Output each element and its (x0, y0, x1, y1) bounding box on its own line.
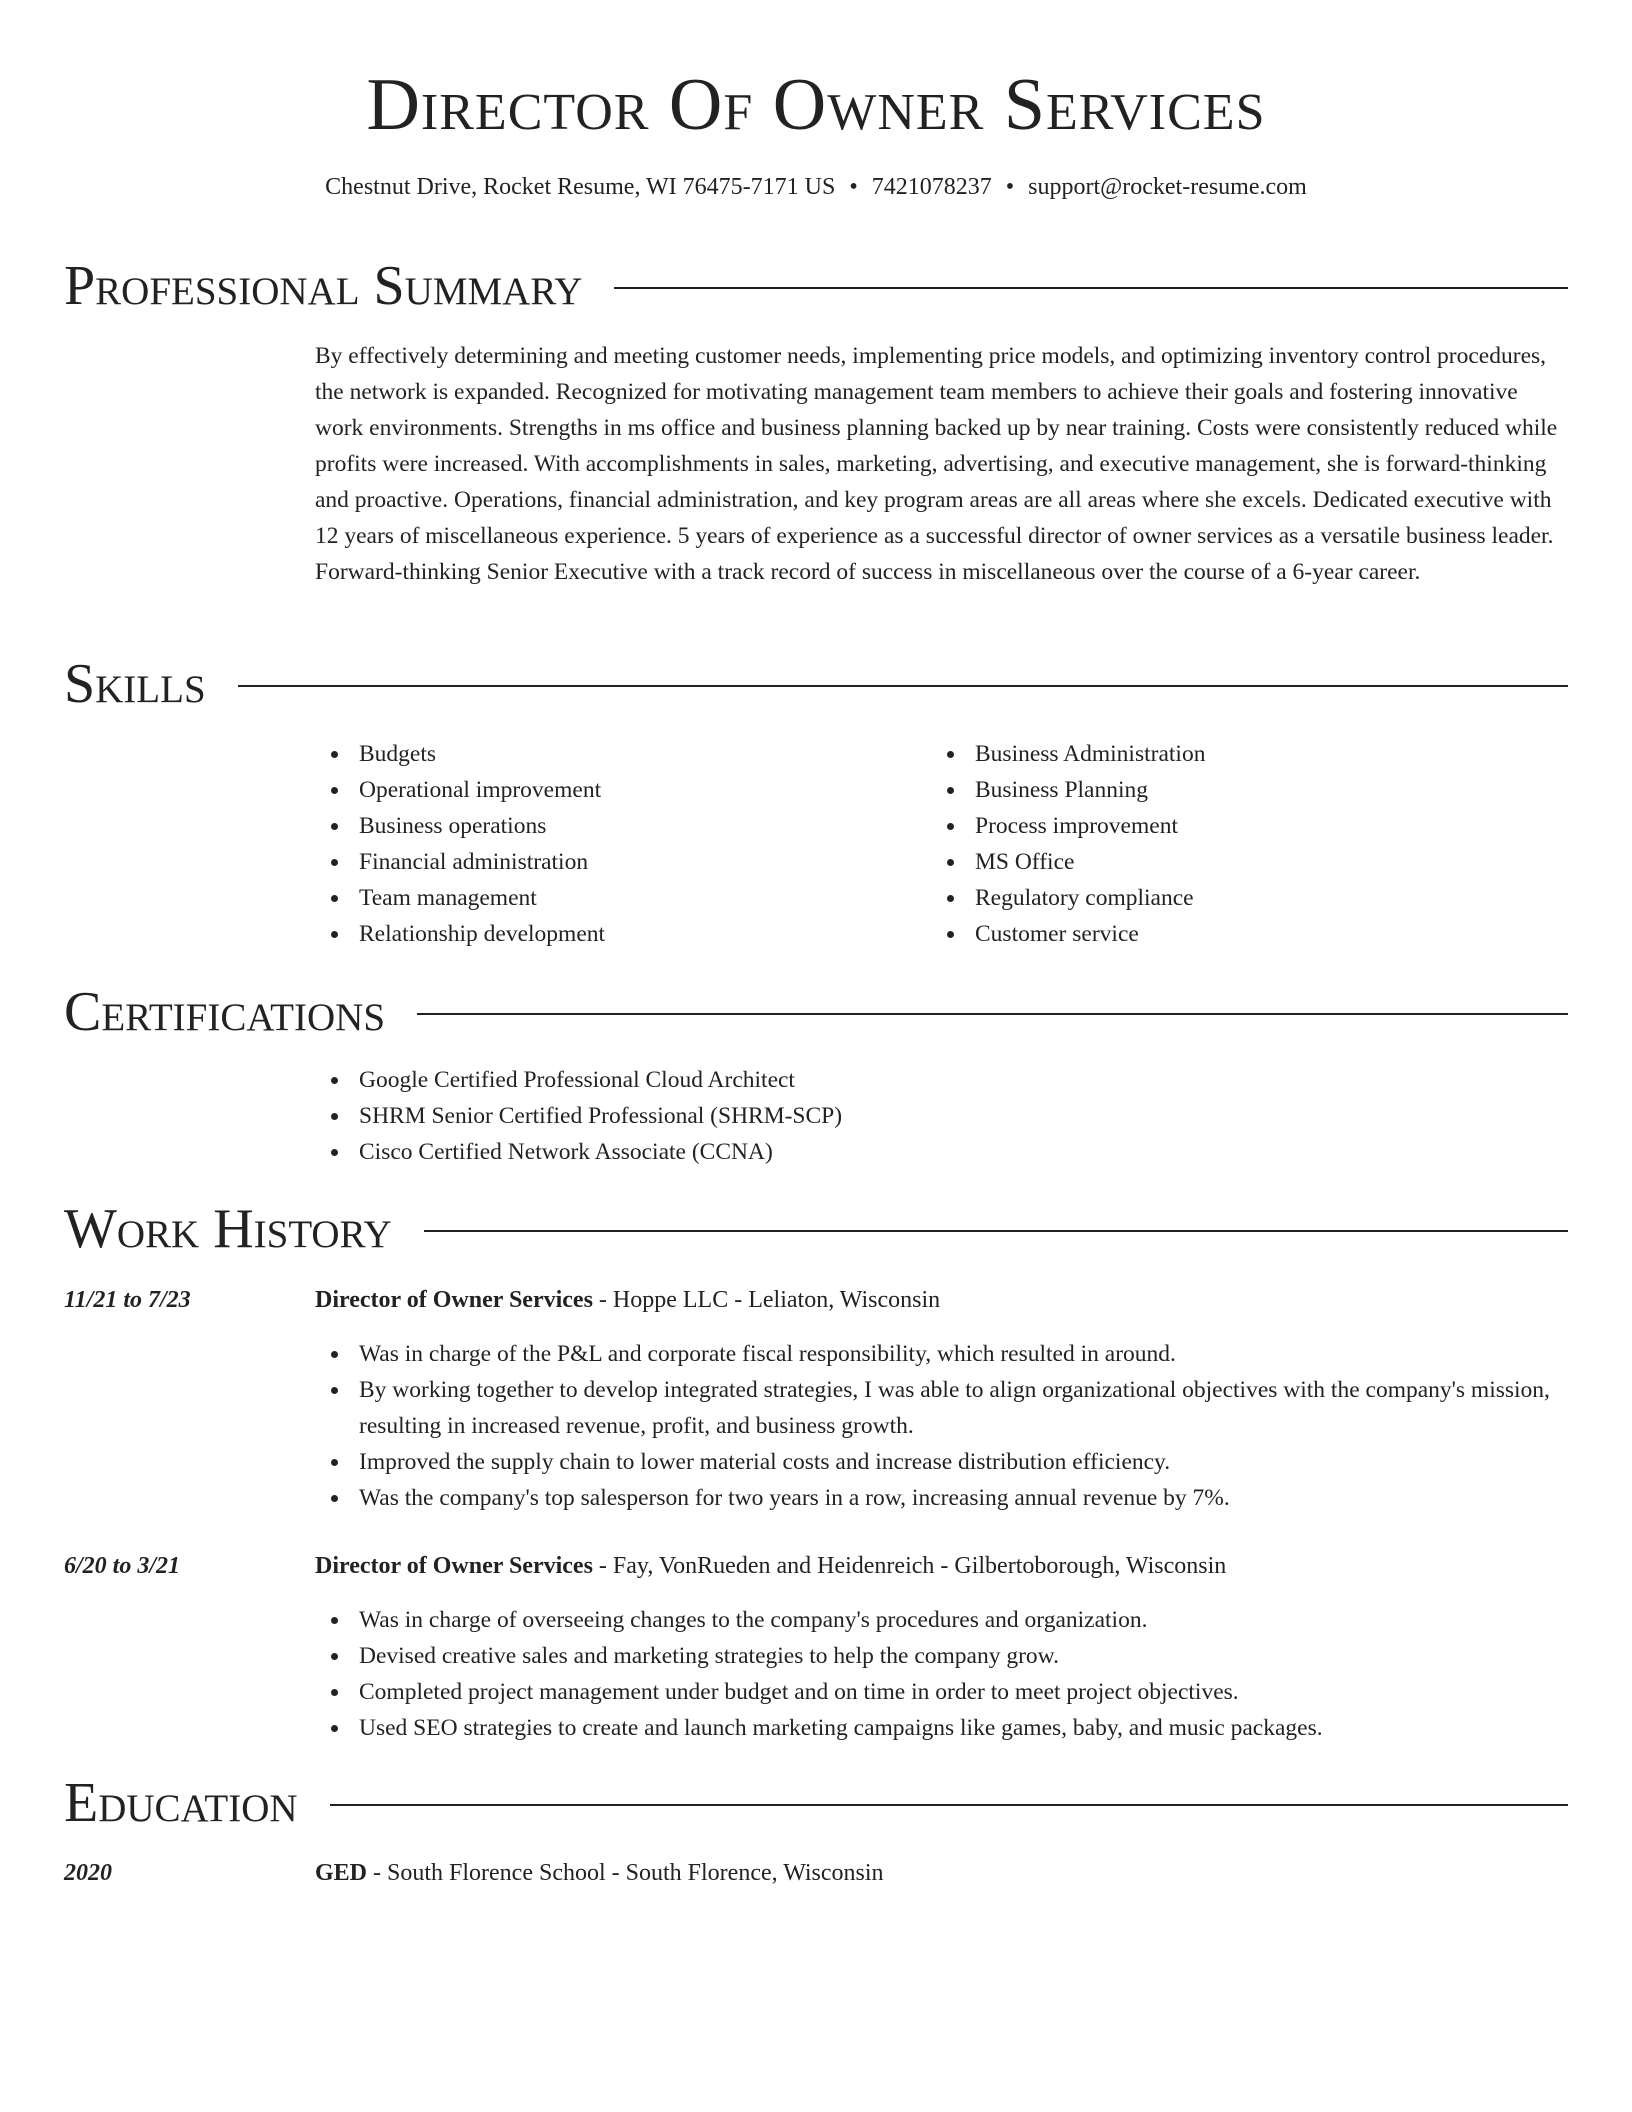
summary-heading: Professional Summary (64, 255, 583, 317)
skills-list (315, 736, 1569, 952)
certifications-section-header (64, 980, 1568, 1044)
section-rule (614, 287, 1568, 289)
section-rule (417, 1013, 1568, 1015)
skill-item: Business operations (315, 808, 931, 844)
skill-item: Relationship development (315, 916, 931, 952)
job-bullet: Improved the supply chain to lower material costs and increase distribution efficiency. (315, 1444, 1569, 1480)
skills-heading: Skills (64, 653, 206, 715)
job-title-line (315, 1282, 1569, 1318)
skills-section-header (64, 652, 1568, 716)
skills-column-right (931, 736, 1547, 952)
job-title-line (315, 1548, 1569, 1584)
skill-item: Process improvement (931, 808, 1547, 844)
separator-dot: • (849, 174, 858, 200)
job-dates: 11/21 to 7/23 (64, 1287, 191, 1313)
job-bullet: Was in charge of the P&L and corporate fiscal responsibility, which resulted in around. (315, 1336, 1569, 1372)
job-company: - Fay, VonRueden and Heidenreich - Gilbertoborough, Wisconsin (592, 1553, 1227, 1579)
work-heading: Work History (64, 1198, 392, 1260)
education-line (315, 1855, 1569, 1891)
job-bullet: Used SEO strategies to create and launch marketing campaigns like games, baby, and music packages. (315, 1710, 1569, 1746)
education-section-header (64, 1771, 1568, 1835)
job-bullet: By working together to develop integrated strategies, I was able to align organizational objectives with the company's mission, resulting in increased revenue, profit, and business growth. (315, 1372, 1569, 1444)
skill-item: Financial administration (315, 844, 931, 880)
email: support@rocket-resume.com (1028, 174, 1307, 200)
certification-item: SHRM Senior Certified Professional (SHRM-SCP) (315, 1098, 1569, 1134)
job-bullets (315, 1602, 1569, 1746)
job-bullet: Was the company's top salesperson for two years in a row, increasing annual revenue by 7%. (315, 1480, 1569, 1516)
skill-item: MS Office (931, 844, 1547, 880)
work-section-header (64, 1197, 1568, 1261)
candidate-name: Director Of Owner Services (366, 64, 1266, 146)
section-rule (424, 1230, 1568, 1232)
job-bullet: Was in charge of overseeing changes to the company's procedures and organization. (315, 1602, 1569, 1638)
job-bullets (315, 1336, 1569, 1516)
job-bullet: Completed project management under budget and on time in order to meet project objectives. (315, 1674, 1569, 1710)
address: Chestnut Drive, Rocket Resume, WI 76475-7171 US (325, 174, 836, 200)
section-rule (238, 685, 1568, 687)
certifications-heading: Certifications (64, 981, 386, 1043)
separator-dot: • (1005, 174, 1015, 200)
skill-item: Operational improvement (315, 772, 931, 808)
education-degree: GED (315, 1860, 368, 1886)
certification-item: Cisco Certified Network Associate (CCNA) (315, 1134, 1569, 1170)
job-company: - Hoppe LLC - Leliaton, Wisconsin (592, 1287, 941, 1313)
summary-section-header (64, 254, 1568, 318)
job-title: Director of Owner Services (315, 1553, 593, 1579)
skill-item: Business Administration (931, 736, 1547, 772)
summary-text: By effectively determining and meeting customer needs, implementing price models, and optimizing inventory control procedures, the network is expanded. Recognized for motivating management team members to achieve their goals and fostering innovative work environments. Strengths in ms office and business planning backed up by near training. Costs were consistently reduced while profits were increased. With accomplishments in sales, marketing, advertising, and executive management, she is forward-thinking and proactive. Operations, financial administration, and key program areas are all areas where she excels. Dedicated executive with 12 years of miscellaneous experience. 5 years of experience as a successful director of owner services as a versatile business leader. Forward-thinking Senior Executive with a track record of success in miscellaneous over the course of a 6-year career. (315, 343, 1558, 585)
resume-page (64, 0, 1568, 1886)
skill-item: Customer service (931, 916, 1547, 952)
skill-item: Budgets (315, 736, 931, 772)
contact-line (64, 172, 1568, 202)
certification-item: Google Certified Professional Cloud Architect (315, 1062, 1569, 1098)
skill-item: Regulatory compliance (931, 880, 1547, 916)
skill-item: Business Planning (931, 772, 1547, 808)
phone: 7421078237 (871, 174, 992, 200)
section-rule (330, 1804, 1568, 1806)
job-bullet: Devised creative sales and marketing strategies to help the company grow. (315, 1638, 1569, 1674)
education-year: 2020 (64, 1860, 112, 1886)
certifications-list (315, 1062, 1569, 1170)
education-heading: Education (64, 1772, 298, 1834)
education-school: - South Florence School - South Florence, Wisconsin (367, 1860, 884, 1886)
skills-column-left (315, 736, 931, 952)
job-dates: 6/20 to 3/21 (64, 1553, 181, 1579)
skill-item: Team management (315, 880, 931, 916)
job-title: Director of Owner Services (315, 1287, 593, 1313)
